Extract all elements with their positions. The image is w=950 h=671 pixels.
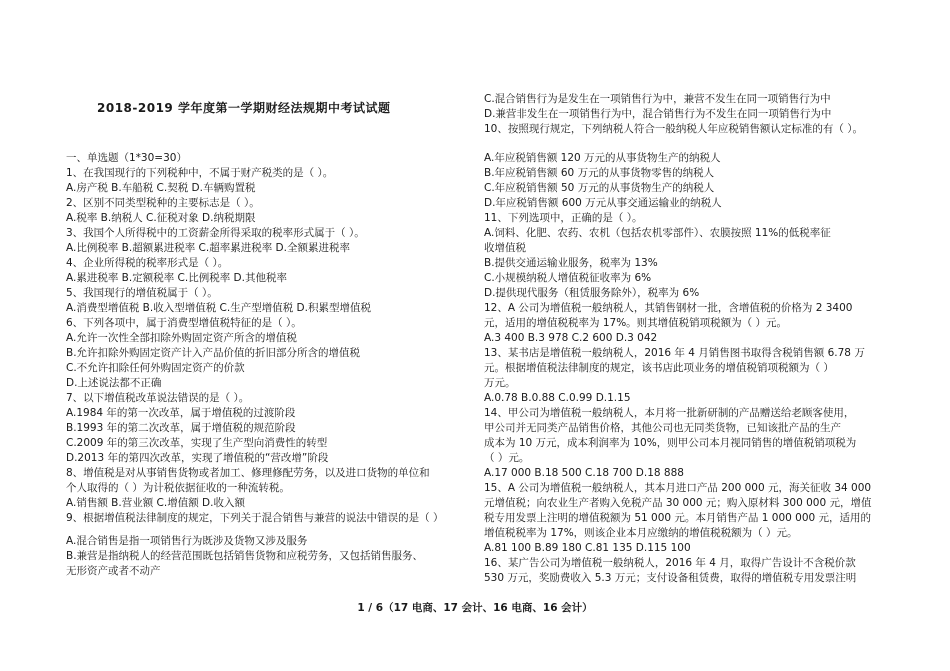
option-line: A.税率 B.纳税人 C.征税对象 D.纳税期限 [66, 212, 256, 224]
question-line: 12、A 公司为增值税一般纳税人，其销售钢材一批，含增值税的价格为 2 3400 [484, 302, 853, 314]
option-line: A.允许一次性全部扣除外购固定资产所含的增值税 [66, 332, 297, 344]
question-line: 税专用发票上注明的增值税额为 51 000 元。本月销售产品 1 000 000 元，适用的 [484, 512, 872, 524]
option-line: C.不允许扣除任何外购固定资产的价款 [66, 362, 245, 374]
option-line: D.兼营非发生在一项销售行为中，混合销售行为不发生在同一项销售行为中 [484, 108, 832, 120]
option-line: C.混合销售行为是发生在一项销售行为中，兼营不发生在同一项销售行为中 [484, 93, 831, 105]
question-line: 增值税税率为 17%，则该企业本月应缴纳的增值税税额为（ ）元。 [484, 527, 798, 539]
question-line: （ ）元。 [484, 452, 530, 464]
option-line: B.兼营是指纳税人的经营范围既包括销售货物和应税劳务，又包括销售服务、 [66, 550, 424, 562]
option-line: A.混合销售是指一项销售行为既涉及货物又涉及服务 [66, 535, 308, 547]
option-line: B.提供交通运输业服务，税率为 13% [484, 257, 658, 269]
option-line: 收增值税 [484, 242, 526, 254]
question-line: 3、我国个人所得税中的工资薪金所得采取的税率形式属于（ ）。 [66, 227, 365, 239]
page-footer: 1 / 6（17 电商、17 会计、16 电商、16 会计） [357, 602, 593, 614]
option-line: 无形资产或者不动产 [66, 565, 161, 577]
option-line: B.年应税销售额 60 万元的从事货物零售的纳税人 [484, 167, 715, 179]
question-line: 6、下列各项中，属于消费型增值税特征的是（ ）。 [66, 317, 302, 329]
option-line: A.累进税率 B.定额税率 C.比例税率 D.其他税率 [66, 272, 287, 284]
question-line: 2、区别不同类型税种的主要标志是（ ）。 [66, 197, 260, 209]
question-line: 元增值税；向农业生产者购入免税产品 30 000 元；购入原材料 300 000 元，增值 [484, 497, 872, 509]
page-title: 2018-2019 学年度第一学期财经法规期中考试试题 [97, 101, 391, 115]
option-line: A.81 100 B.89 180 C.81 135 D.115 100 [484, 542, 691, 554]
option-line: A.比例税率 B.超额累进税率 C.超率累进税率 D.全额累进税率 [66, 242, 350, 254]
option-line: A.年应税销售额 120 万元的从事货物生产的纳税人 [484, 152, 721, 164]
question-line: 16、某广告公司为增值税一般纳税人，2016 年 4 月，取得广告设计不含税价款 [484, 557, 856, 569]
question-line: 元，适用的增值税税率为 17%。则其增值税销项税额为（ ）元。 [484, 317, 788, 329]
option-line: A.房产税 B.车船税 C.契税 D.车辆购置税 [66, 182, 256, 194]
question-line: 13、某书店是增值税一般纳税人，2016 年 4 月销售图书取得含税销售额 6.78 万 [484, 347, 865, 359]
option-line: D.2013 年的第四次改革，实现了增值税的“营改增”阶段 [66, 452, 329, 464]
option-line: D.提供现代服务（租赁服务除外），税率为 6% [484, 287, 700, 299]
option-line: A.1984 年的第一次改革，属于增值税的过渡阶段 [66, 407, 296, 419]
option-line: C.小规模纳税人增值税征收率为 6% [484, 272, 652, 284]
question-line: 1、在我国现行的下列税种中，不属于财产税类的是（ ）。 [66, 167, 334, 179]
question-line: 530 万元，奖励费收入 5.3 万元；支付设备租赁费，取得的增值税专用发票注明 [484, 572, 857, 584]
option-line: B.1993 年的第二次改革，属于增值税的规范阶段 [66, 422, 296, 434]
option-line: A.3 400 B.3 978 C.2 600 D.3 042 [484, 332, 658, 344]
question-line: 4、企业所得税的税率形式是（ ）。 [66, 257, 229, 269]
option-line: A.消费型增值税 B.收入型增值税 C.生产型增值税 D.积累型增值税 [66, 302, 371, 314]
question-line: 7、以下增值税改革说法错误的是（ ）。 [66, 392, 250, 404]
option-line: D.上述说法都不正确 [66, 377, 162, 389]
option-line: A.饲料、化肥、农药、农机（包括农机零部件）、农膜按照 11%的低税率征 [484, 227, 831, 239]
question-line: 11、下列选项中，正确的是（ ）。 [484, 212, 643, 224]
question-line: 元。根据增值税法律制度的规定，该书店此项业务的增值税销项税额为（ ） [484, 362, 834, 374]
option-line: B.允许扣除外购固定资产计入产品价值的折旧部分所含的增值税 [66, 347, 361, 359]
question-line: 8、增值税是对从事销售货物或者加工、修理修配劳务，以及进口货物的单位和 [66, 467, 430, 479]
question-line: 成本为 10 万元，成本利润率为 10%，则甲公司本月视同销售的增值税销项税为 [484, 437, 857, 449]
section-heading: 一、单选题（1*30=30） [66, 152, 187, 164]
question-line: 甲公司并无同类产品销售价格，其他公司也无同类货物，已知该批产品的生产 [484, 422, 841, 434]
option-line: A.销售额 B.营业额 C.增值额 D.收入额 [66, 497, 245, 509]
option-line: A.0.78 B.0.88 C.0.99 D.1.15 [484, 392, 631, 404]
option-line: A.17 000 B.18 500 C.18 700 D.18 888 [484, 467, 684, 479]
question-line: 5、我国现行的增值税属于（ ）。 [66, 287, 218, 299]
question-line: 万元。 [484, 377, 516, 389]
question-line: 9、根据增值税法律制度的规定，下列关于混合销售与兼营的说法中错误的是（ ） [66, 512, 444, 524]
question-line: 10、按照现行规定，下列纳税人符合一般纳税人年应税销售额认定标准的有（ ）。 [484, 123, 863, 135]
option-line: C.2009 年的第三次改革，实现了生产型向消费性的转型 [66, 437, 328, 449]
option-line: D.年应税销售额 600 万元从事交通运输业的纳税人 [484, 197, 722, 209]
option-line: C.年应税销售额 50 万元的从事货物生产的纳税人 [484, 182, 715, 194]
question-line: 个人取得的（ ）为计税依据征收的一种流转税。 [66, 482, 290, 494]
question-line: 15、A 公司为增值税一般纳税人，其本月进口产品 200 000 元，海关征收 34 000 [484, 482, 872, 494]
question-line: 14、甲公司为增值税一般纳税人，本月将一批新研制的产品赠送给老顾客使用， [484, 407, 855, 419]
